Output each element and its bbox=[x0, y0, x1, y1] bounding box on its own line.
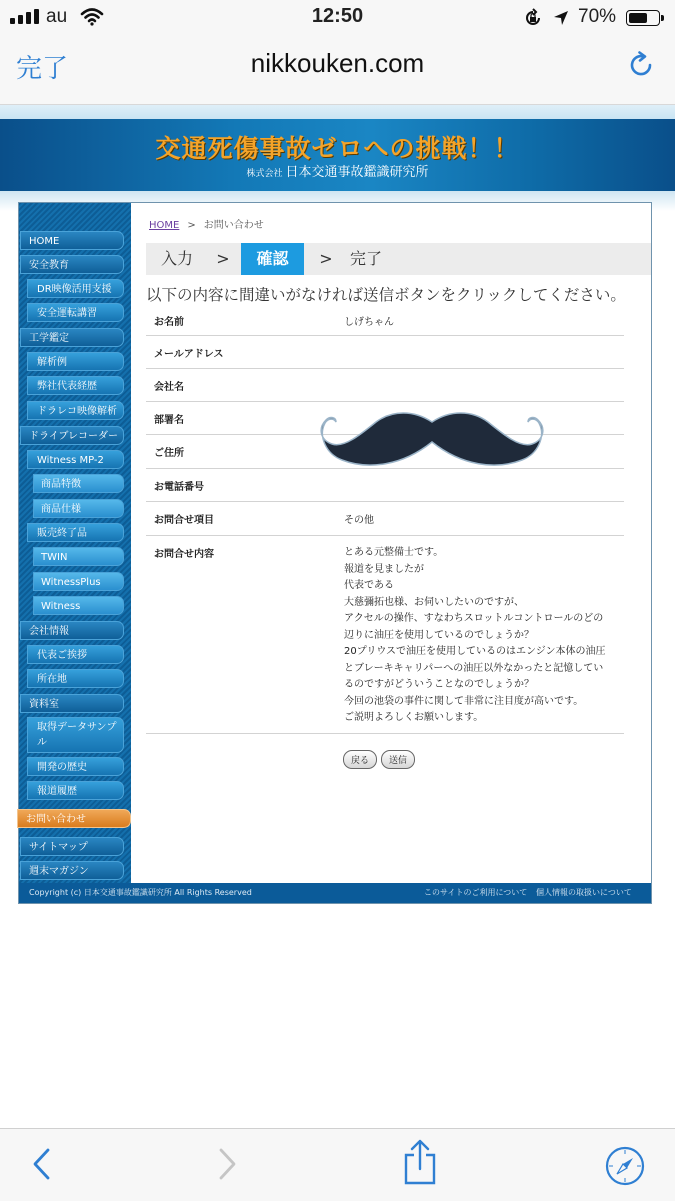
sidebar-item-analysis[interactable]: 解析例 bbox=[27, 352, 124, 371]
banner-title: 交通死傷事故ゼロへの挑戦！！ bbox=[155, 134, 520, 163]
sidebar-item-library[interactable]: 資料室 bbox=[20, 694, 124, 713]
inquiry-line: ご説明よろしくお願いします。 bbox=[344, 712, 484, 723]
safari-compass-icon[interactable] bbox=[604, 1145, 646, 1191]
reload-icon[interactable] bbox=[626, 50, 656, 84]
step-input: 入力 bbox=[160, 249, 193, 268]
carrier-label: au bbox=[46, 6, 68, 27]
sidebar-item-discontinued[interactable]: 販売終了品 bbox=[27, 523, 124, 542]
sidebar-item-driving-course[interactable]: 安全運転講習 bbox=[27, 303, 124, 322]
site-banner bbox=[0, 119, 675, 191]
inquiry-line: 辺りに油圧を使用しているのでしょうか？ bbox=[344, 629, 534, 641]
terms-link[interactable]: このサイトのご利用について bbox=[424, 888, 528, 897]
table-row bbox=[146, 536, 624, 734]
inquiry-line: とブレーキキャリパーへの油圧以外なかったと記憶してい bbox=[344, 662, 604, 674]
confirmation-table bbox=[146, 304, 624, 734]
sidebar-item-specs[interactable]: 商品仕様 bbox=[33, 499, 124, 518]
site-footer bbox=[19, 883, 651, 903]
form-buttons bbox=[343, 750, 415, 769]
back-button[interactable]: 戻る bbox=[343, 750, 377, 769]
done-button[interactable]: 完了 bbox=[16, 54, 69, 84]
sidebar-item-twin[interactable]: TWIN bbox=[33, 547, 124, 566]
table-row bbox=[146, 369, 624, 402]
inquiry-line: とある元整備士です。 bbox=[344, 547, 444, 558]
field-label: お問合せ内容 bbox=[154, 549, 214, 560]
inquiry-line: るのですがどういうことなのでしょうか？ bbox=[344, 679, 534, 690]
confirm-message: 以下の内容に間違いがなければ送信ボタンをクリックしてください。 bbox=[146, 286, 626, 304]
sidebar-item-home[interactable]: HOME bbox=[20, 231, 124, 250]
field-label: お問合せ項目 bbox=[154, 515, 214, 526]
company-name bbox=[0, 161, 675, 180]
sidebar-item-data-sample[interactable]: 取得データサンプル bbox=[27, 717, 124, 753]
field-label: メールアドレス bbox=[154, 349, 224, 360]
inquiry-line: 20プリウスで油圧を使用しているのはエンジン本体の油圧 bbox=[344, 646, 606, 657]
inquiry-line: 報道を見ましたが bbox=[344, 563, 424, 575]
url-label[interactable]: nikkouken.com bbox=[250, 48, 425, 78]
sidebar-item-location[interactable]: 所在地 bbox=[27, 669, 124, 688]
inquiry-content bbox=[344, 545, 606, 727]
breadcrumb-separator: > bbox=[187, 220, 196, 231]
location-icon bbox=[552, 9, 570, 31]
sidebar-item-dashcam-analysis[interactable]: ドラレコ映像解析 bbox=[27, 401, 124, 420]
sidebar-item-witness[interactable]: Witness bbox=[33, 596, 124, 615]
sidebar-item-features[interactable]: 商品特徴 bbox=[33, 474, 124, 493]
sidebar-item-press[interactable]: 報道履歴 bbox=[27, 781, 124, 800]
field-label: 部署名 bbox=[154, 415, 184, 426]
battery-icon bbox=[626, 10, 660, 26]
table-row bbox=[146, 304, 624, 336]
sidebar-item-engineering[interactable]: 工学鑑定 bbox=[20, 328, 124, 347]
company-name-text: 日本交通事故鑑識研究所 bbox=[285, 165, 429, 180]
field-label: お電話番号 bbox=[154, 482, 204, 493]
sidebar-item-witness-mp2[interactable]: Witness MP-2 bbox=[27, 450, 124, 469]
field-value: その他 bbox=[344, 515, 374, 526]
clock: 12:50 bbox=[311, 5, 364, 27]
sidebar-item-company[interactable]: 会社情報 bbox=[20, 621, 124, 640]
privacy-link[interactable]: 個人情報の取扱いについて bbox=[536, 888, 632, 897]
field-label: ご住所 bbox=[154, 448, 184, 459]
web-view bbox=[0, 105, 675, 1128]
sidebar bbox=[19, 203, 131, 883]
sidebar-item-magazine[interactable]: 週末マガジン bbox=[20, 861, 124, 880]
inquiry-line: 大慈彌拓也様、お伺いしたいのですが、 bbox=[344, 596, 524, 608]
inquiry-line: 代表である bbox=[344, 580, 394, 591]
sidebar-item-history[interactable]: 開発の歴史 bbox=[27, 757, 124, 776]
sidebar-item-dr-video[interactable]: DR映像活用支援 bbox=[27, 279, 124, 298]
step-separator-1: > bbox=[216, 249, 230, 268]
sidebar-item-sitemap[interactable]: サイトマップ bbox=[20, 837, 124, 856]
browser-toolbar bbox=[0, 1128, 675, 1201]
company-prefix: 株式会社 bbox=[246, 169, 283, 179]
table-row bbox=[146, 502, 624, 536]
battery-percent: 70% bbox=[578, 6, 617, 27]
sidebar-item-contact[interactable]: お問い合わせ bbox=[17, 809, 131, 828]
sidebar-item-witnessplus[interactable]: WitnessPlus bbox=[33, 572, 124, 591]
step-indicator bbox=[146, 243, 651, 275]
send-button[interactable]: 送信 bbox=[381, 750, 415, 769]
step-complete: 完了 bbox=[349, 249, 382, 268]
sidebar-item-career[interactable]: 弊社代表経歴 bbox=[27, 376, 124, 395]
breadcrumb bbox=[149, 216, 264, 231]
step-confirm: 確認 bbox=[241, 243, 304, 275]
field-value: しげちゃん bbox=[344, 317, 394, 328]
sidebar-item-drive-recorder[interactable]: ドライブレコーダー bbox=[20, 426, 124, 445]
sidebar-item-greeting[interactable]: 代表ご挨拶 bbox=[27, 645, 124, 664]
mustache-sticker bbox=[310, 408, 554, 484]
main-content bbox=[131, 203, 651, 883]
step-separator-2: > bbox=[319, 249, 333, 268]
breadcrumb-current: お問い合わせ bbox=[203, 220, 264, 231]
browser-nav-bar bbox=[0, 36, 675, 105]
site-frame bbox=[18, 202, 652, 904]
inquiry-line: 今回の池袋の事件に関して非常に注目度が高いです。 bbox=[344, 695, 584, 707]
back-arrow-icon[interactable] bbox=[30, 1147, 54, 1185]
inquiry-line: アクセルの操作、すなわちスロットルコントロールのどの bbox=[344, 613, 604, 624]
forward-arrow-icon[interactable] bbox=[215, 1147, 239, 1185]
sidebar-item-safety-education[interactable]: 安全教育 bbox=[20, 255, 124, 274]
status-bar bbox=[0, 0, 675, 36]
share-icon[interactable] bbox=[402, 1139, 438, 1189]
table-row bbox=[146, 336, 624, 369]
breadcrumb-home-link[interactable]: HOME bbox=[149, 220, 180, 231]
field-label: 会社名 bbox=[154, 382, 184, 393]
rotation-lock-icon bbox=[523, 8, 543, 32]
field-label: お名前 bbox=[154, 317, 184, 328]
copyright: Copyright (c) 日本交通事故鑑識研究所 All Rights Reserved bbox=[29, 888, 252, 897]
